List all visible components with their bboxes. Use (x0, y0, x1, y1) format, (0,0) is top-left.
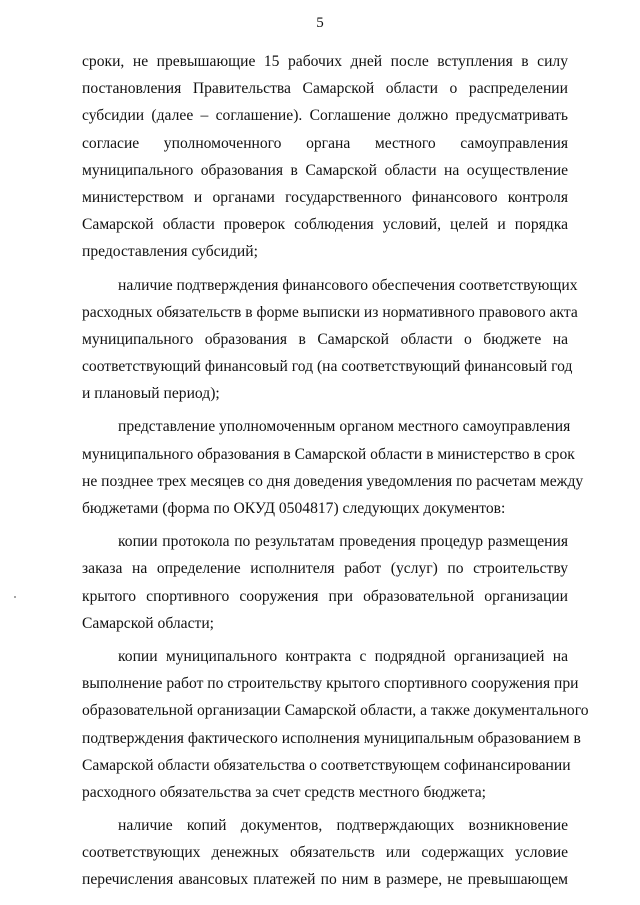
paragraph (82, 812, 568, 894)
text-line: соответствующий финансовый год (на соответствующий финансовый год (82, 358, 573, 376)
text-line: предоставления субсидий; (82, 243, 258, 261)
text-line: постановления Правительства Самарской области о распределении (82, 80, 568, 98)
text-line: Самарской области; (82, 614, 215, 632)
text-line: подтверждения фактического исполнения муниципальным образованием в (82, 729, 581, 747)
text-line: выполнение работ по строительству крытого спортивного сооружения при (82, 675, 579, 693)
text-line: перечисления авансовых платежей по ним в размере, не превышающем (82, 871, 568, 889)
margin-dot (14, 596, 16, 598)
text-line: представление уполномоченным органом местного самоуправления (118, 418, 571, 436)
page-number: 5 (316, 15, 324, 31)
text-line: и плановый период); (82, 385, 220, 403)
text-line: копии муниципального контракта с подрядной организацией на (118, 647, 568, 665)
text-line: копии протокола по результатам проведения процедур размещения (118, 533, 568, 551)
paragraph (82, 48, 568, 266)
text-line: сроки, не превышающие 15 рабочих дней после вступления в силу (82, 53, 568, 70)
text-line: расходных обязательств в форме выписки из нормативного правового акта (82, 303, 578, 321)
text-line: бюджетами (форма по ОКУД 0504817) следующих документов: (82, 500, 506, 517)
text-line: согласие уполномоченного органа местного самоуправления (82, 134, 568, 152)
text-line: министерством и органами государственного финансового контроля (82, 188, 568, 206)
text-line: муниципального образования в Самарской области о бюджете на (82, 330, 568, 348)
paragraph (82, 413, 584, 522)
paragraph (82, 643, 589, 806)
text-line: муниципального образования в Самарской области на осуществление (82, 161, 568, 179)
text-line: крытого спортивного сооружения при образовательной организации (82, 587, 568, 605)
text-line: субсидии (далее – соглашение). Соглашение должно предусматривать (82, 107, 568, 125)
text-line: расходного обязательства за счет средств местного бюджета; (82, 783, 486, 801)
text-line: Самарской области обязательства о соответствующем софинансировании (82, 756, 571, 774)
text-line: не позднее трех месяцев со дня доведения уведомления по расчетам между (82, 472, 584, 490)
document-body (82, 48, 589, 900)
text-line: Самарской области проверок соблюдения условий, целей и порядка (82, 216, 568, 234)
paragraph (82, 528, 568, 637)
text-line: муниципального образования в Самарской области в министерство в срок (82, 445, 575, 463)
paragraph (82, 272, 578, 408)
text-line: соответствующих денежных обязательств или содержащих условие (82, 844, 568, 862)
text-line: наличие подтверждения финансового обеспечения соответствующих (118, 276, 578, 294)
text-line: заказа на определение исполнителя работ (услуг) по строительству (82, 560, 568, 578)
text-line: образовательной организации Самарской области, а также документального (82, 702, 589, 720)
text-line: наличие копий документов, подтверждающих возникновение (118, 817, 568, 835)
